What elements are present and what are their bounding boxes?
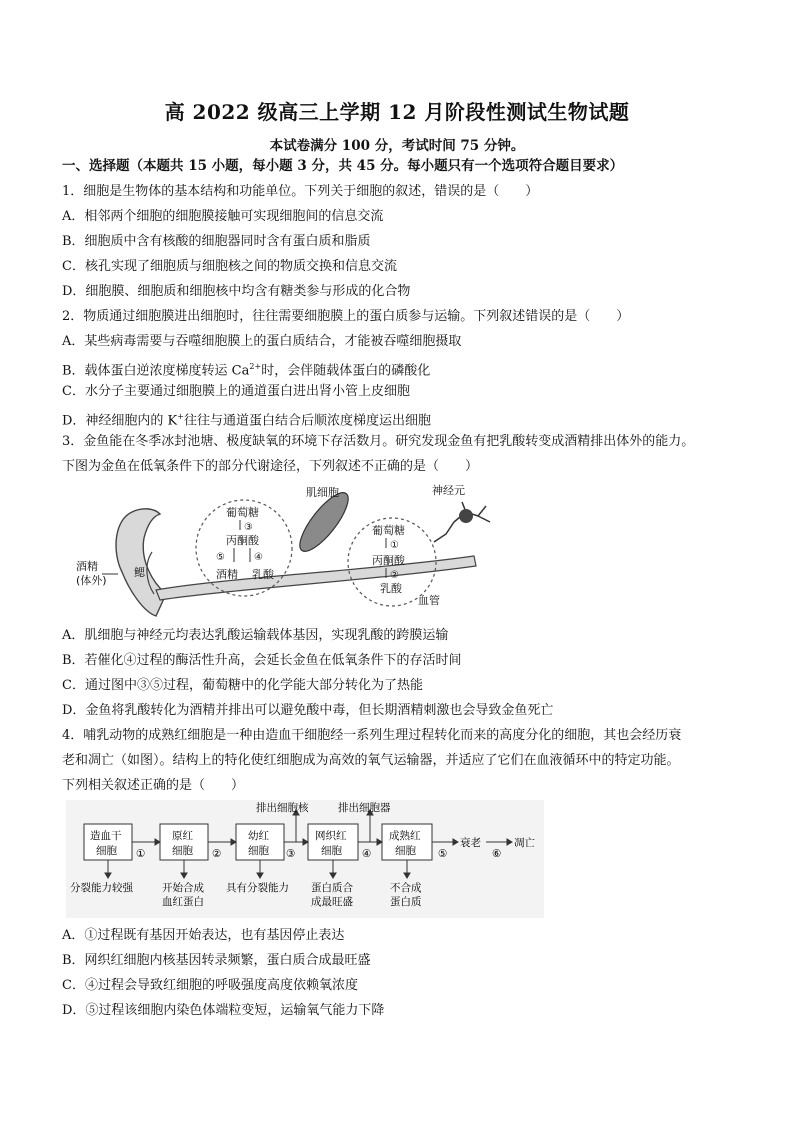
q4-option-d: D．⑤过程该细胞内染色体端粒变短，运输氧气能力下降: [62, 1003, 385, 1018]
box2-line2: 细胞: [172, 845, 193, 857]
label-apoptosis: 凋亡: [514, 837, 535, 849]
q2-option-d-pre: D．神经细胞内的 K: [62, 413, 178, 429]
left-glucose: 葡萄糖: [226, 506, 259, 519]
q1-stem: 1．细胞是生物体的基本结构和功能单位。下列关于细胞的叙述，错误的是（ ）: [62, 184, 539, 199]
step-2: ②: [212, 848, 222, 860]
label-start-hemoglobin-2: 血红蛋白: [162, 896, 204, 908]
box4-line2: 细胞: [321, 845, 342, 857]
left-step-4: ④: [254, 552, 263, 563]
q3-stem-line2: 下图为金鱼在低氧条件下的部分代谢途径，下列叙述不正确的是（ ）: [62, 459, 479, 474]
left-step-5: ⑤: [216, 552, 225, 563]
label-protein-peak-1: 蛋白质合: [311, 882, 353, 894]
right-glucose: 葡萄糖: [372, 524, 405, 537]
q4-option-a: A．①过程既有基因开始表达，也有基因停止表达: [62, 928, 345, 943]
q2-option-c: C．水分子主要通过细胞膜上的通道蛋白进出肾小管上皮细胞: [62, 384, 410, 399]
box5-line1: 成熟红: [389, 830, 421, 842]
label-muscle-cell: 肌细胞: [306, 486, 339, 499]
q3-stem-line1: 3．金鱼能在冬季冰封池塘、极度缺氧的环境下存活数月。研究发现金鱼有把乳酸转变成酒精排出体外的能力。: [62, 434, 695, 449]
q1-option-b: B．细胞质中含有核酸的细胞器同时含有蛋白质和脂质: [62, 234, 371, 249]
q4-stem-line3: 下列相关叙述正确的是（ ）: [62, 778, 245, 793]
label-no-protein-1: 不合成: [390, 882, 422, 894]
section-heading: 一、选择题（本题共 15 小题，每小题 3 分，共 45 分。每小题只有一个选项符合题目要求）: [62, 158, 624, 174]
label-outside-body: (体外): [76, 574, 107, 587]
left-step-3: ③: [244, 522, 253, 533]
label-gill: 鳃: [134, 566, 145, 579]
q2-option-b-post: 时，会伴随载体蛋白的磷酸化: [261, 363, 431, 379]
right-pyruvate: 丙酮酸: [372, 554, 405, 567]
right-step-2: ②: [390, 570, 399, 581]
q4-stem-line1: 4．哺乳动物的成熟红细胞是一种由造血干细胞经一系列生理过程转化而来的高度分化的细胞，其也会经历衰: [62, 728, 682, 743]
label-aging: 衰老: [460, 837, 481, 849]
box2-line1: 原红: [172, 830, 193, 842]
q4-figure: [66, 800, 544, 918]
step-3: ③: [286, 848, 296, 860]
q2-option-b-pre: B．载体蛋白逆浓度梯度转运 Ca: [62, 363, 250, 379]
exam-info: 本试卷满分 100 分，考试时间 75 分钟。: [269, 138, 525, 154]
q1-option-d: D．细胞膜、细胞质和细胞核中均含有糖类参与形成的化合物: [62, 284, 411, 299]
label-expel-nucleus: 排出细胞核: [256, 802, 309, 814]
step-5: ⑤: [438, 848, 448, 860]
page-title: 高 2022 级高三上学期 12 月阶段性测试生物试题: [164, 100, 630, 124]
right-step-1: ①: [390, 540, 399, 551]
q1-option-a: A．相邻两个细胞的细胞膜接触可实现细胞间的信息交流: [62, 209, 384, 224]
label-expel-organelles: 排出细胞器: [338, 802, 391, 814]
box1-line1: 造血干: [90, 830, 122, 842]
q2-option-d-post: 往往与通道蛋白结合后顺浓度梯度运出细胞: [183, 413, 431, 429]
box4-line1: 网织红: [315, 830, 347, 842]
box3-line1: 幼红: [248, 830, 269, 842]
q2-option-d: [62, 409, 752, 429]
neuron-shape: [434, 502, 490, 542]
q3-option-b: B．若催化④过程的酶活性升高，会延长金鱼在低氧条件下的存活时间: [62, 653, 462, 668]
q2-option-d-sup: +: [177, 412, 184, 421]
step-6: ⑥: [492, 848, 502, 860]
q2-option-a: A．某些病毒需要与吞噬细胞膜上的蛋白质结合，才能被吞噬细胞摄取: [62, 334, 462, 349]
label-alcohol: 酒精: [76, 560, 98, 573]
fish-body: [116, 509, 166, 616]
q4-option-b: B．网织红细胞内核基因转录频繁，蛋白质合成最旺盛: [62, 953, 371, 968]
q1-option-c: C．核孔实现了细胞质与细胞核之间的物质交换和信息交流: [62, 259, 397, 274]
label-neuron: 神经元: [432, 484, 465, 497]
label-can-divide: 具有分裂能力: [226, 882, 289, 894]
left-alcohol: 酒精: [216, 568, 238, 581]
q4-stem-line2: 老和凋亡（如图）。结构上的特化使红细胞成为高效的氧气运输器，并适应了它们在血液循环中的特定功能。: [62, 753, 680, 768]
label-start-hemoglobin-1: 开始合成: [162, 882, 204, 894]
q2-option-b-sup: 2+: [249, 362, 262, 371]
right-lactate: 乳酸: [380, 582, 402, 595]
box1-line2: 细胞: [96, 845, 117, 857]
left-pyruvate: 丙酮酸: [226, 534, 259, 547]
q2-option-b: [62, 359, 752, 379]
left-arrows-4-5: [234, 548, 250, 562]
left-lactate: 乳酸: [252, 568, 274, 581]
q3-figure: [74, 482, 534, 622]
box3-line2: 细胞: [248, 845, 269, 857]
step-1: ①: [136, 848, 146, 860]
q3-option-d: D．金鱼将乳酸转化为酒精并排出可以避免酸中毒，但长期酒精刺激也会导致金鱼死亡: [62, 703, 554, 718]
box5-line2: 细胞: [395, 845, 416, 857]
label-blood-vessel: 血管: [418, 594, 440, 607]
label-strong-division: 分裂能力较强: [70, 882, 133, 894]
q3-option-c: C．通过图中③⑤过程，葡萄糖中的化学能大部分转化为了热能: [62, 678, 423, 693]
q3-option-a: A．肌细胞与神经元均表达乳酸运输载体基因，实现乳酸的跨膜运输: [62, 628, 449, 643]
q4-option-c: C．④过程会导致红细胞的呼吸强度高度依赖氧浓度: [62, 978, 358, 993]
label-protein-peak-2: 成最旺盛: [311, 896, 353, 908]
step-4: ④: [362, 848, 372, 860]
q2-stem: 2．物质通过细胞膜进出细胞时，往往需要细胞膜上的蛋白质参与运输。下列叙述错误的是（ ）: [62, 309, 630, 324]
label-no-protein-2: 蛋白质: [390, 896, 422, 908]
